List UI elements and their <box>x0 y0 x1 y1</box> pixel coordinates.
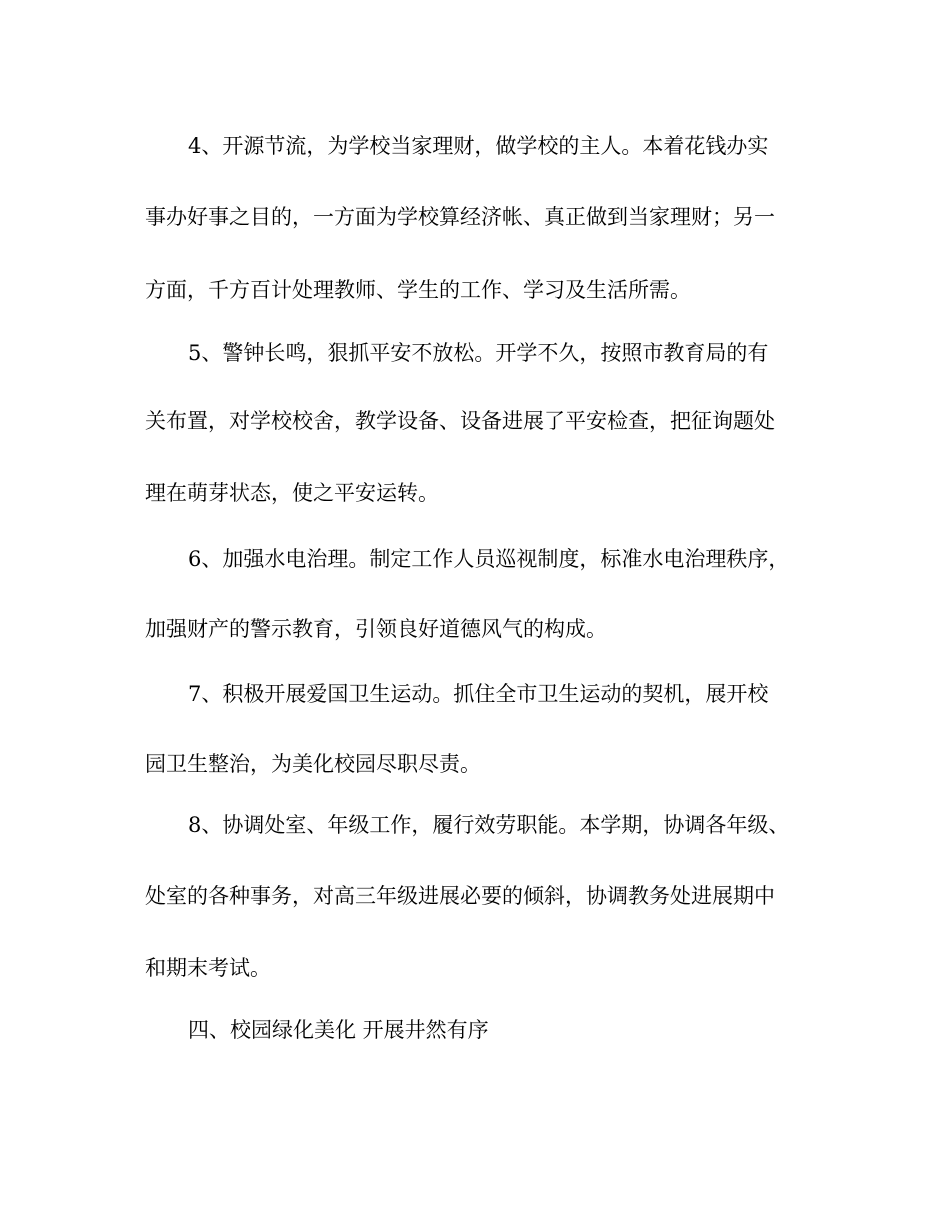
section-heading-4: 四、校园绿化美化 开展井然有序 <box>188 1018 489 1042</box>
paragraph-6-line-2: 加强财产的警示教育，引领良好道德风气的构成。 <box>145 617 607 641</box>
paragraph-4-line-1: 4、开源节流，为学校当家理财，做学校的主人。本着花钱办实 <box>188 134 769 158</box>
paragraph-6-line-1: 6、加强水电治理。制定工作人员巡视制度，标准水电治理秩序， <box>188 547 790 571</box>
paragraph-5-line-2: 关布置，对学校校舍，教学设备、设备进展了平安检查，把征询题处 <box>145 409 775 433</box>
paragraph-5-line-3: 理在萌芽状态，使之平安运转。 <box>145 481 439 505</box>
paragraph-8-line-2: 处室的各种事务，对高三年级进展必要的倾斜，协调教务处进展期中 <box>145 884 775 908</box>
paragraph-4-line-3: 方面，千方百计处理教师、学生的工作、学习及生活所需。 <box>145 278 691 302</box>
paragraph-4-line-2: 事办好事之目的，一方面为学校算经济帐、真正做到当家理财；另一 <box>145 205 775 229</box>
paragraph-5-line-1: 5、警钟长鸣，狠抓平安不放松。开学不久，按照市教育局的有 <box>188 341 769 365</box>
paragraph-7-line-2: 园卫生整治，为美化校园尽职尽责。 <box>145 752 481 776</box>
paragraph-8-line-3: 和期末考试。 <box>145 956 271 980</box>
paragraph-8-line-1: 8、协调处室、年级工作，履行效劳职能。本学期，协调各年级、 <box>188 813 790 837</box>
paragraph-7-line-1: 7、积极开展爱国卫生运动。抓住全市卫生运动的契机，展开校 <box>188 682 769 706</box>
